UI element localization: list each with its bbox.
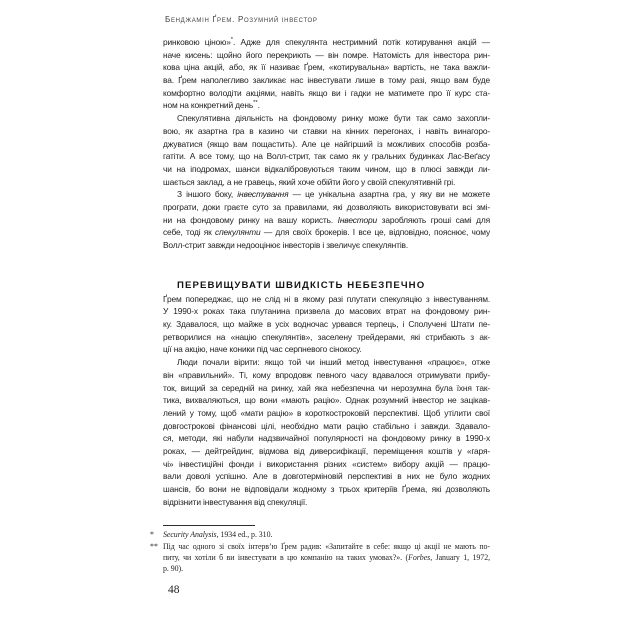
footnote-line: p. 90). [163, 564, 184, 574]
paragraph-line: шається заклад, а не гравець, який хоче обійти його у своїй спекулятивній грі. [163, 176, 456, 187]
paragraph-line: Спекулятивна діяльність на фондовому ринку може бути так само захопли- [177, 113, 490, 124]
paragraph-line: тика, вихваляються, що вони «мають рацію». Однак розумний інвестор не зацікав- [163, 395, 490, 406]
paragraph-line: Волл-стрит завжди недооцінює інвесторів і звеличує спекулянтів. [163, 240, 409, 250]
paragraph-line: Люди почали вірити: якщо той чи інший метод інвестування «працює», отже [177, 357, 490, 368]
paragraph-line: ся, методи, які набули надзвичайної популярності на фондовому ринку в 1990-х [163, 433, 490, 444]
footnote-line: Під час одного зі своїх інтерв’ю Ґрем радив: «Запитайте в себе: якщо ці акції не мають по- [163, 541, 490, 551]
paragraph-line: наче кисень: щойно його перекриють — він помре. Натомість для інвестора рин- [163, 49, 490, 60]
paragraph-line: чи на іподромах, шанси відкалібровуються таким чином, що в плюсі завжди ли- [163, 163, 490, 174]
footnote-separator [163, 525, 255, 526]
paragraph-line: програти, доки граєте суто за правилами, які дозволяють використовувати всі змі- [163, 201, 490, 212]
footnote-line: Security Analysis, 1934 ed., p. 310. [163, 530, 273, 540]
paragraph [163, 188, 490, 251]
paragraph [163, 293, 490, 356]
paragraph-line: ном на конкретний день**. [163, 100, 260, 111]
paragraph-line: Ґрем попереджає, що не слід ні в якому разі плутати спекуляцію з інвестуванням. [163, 293, 490, 304]
page-number: 48 [168, 583, 180, 596]
running-head: Бенджамін Ґрем. Розумний інвестор [165, 15, 318, 24]
paragraph-line: кова ціна акцій, або, як її називає Ґрем, «котирувальна» вартість, не така важли- [163, 62, 490, 73]
paragraph-line: ток, вищий за середній на ринку, хай яка небезпечна чи нерозумна була їхня так- [163, 382, 490, 393]
paragraph-line: ретворилися на «націю спекулянтів», заселену трейдерами, які стрибають з ак- [163, 331, 490, 342]
paragraph-line: відрізнити інвестування від спекуляції. [163, 496, 308, 507]
paragraph-line: вою, як азартна гра в казино чи ставки на кінних перегонах, і навіть винагоро- [163, 125, 490, 136]
paragraph [163, 36, 490, 112]
text-flow [163, 36, 490, 508]
paragraph-line: ції на акцію, наче коники під час серпневого сінокосу. [163, 344, 362, 355]
paragraph-line: лений у тому, щоб «мати рацію» в короткостроковій перспективі. Щоб утілити свої [163, 407, 490, 418]
footnote-marker: * [150, 530, 154, 540]
paragraph-line: ку. Здавалося, що майже в усіх водночас урвався терпець, і Сполучені Штати пе- [163, 319, 490, 330]
section-heading: ПЕРЕВИЩУВАТИ ШВИДКІСТЬ НЕБЕЗПЕЧНО [177, 279, 426, 291]
footnote-line: питу, чи хотіли б ви інвестувати в цю компанію на таких умовах?». (Forbes, January 1, 1972, [163, 552, 490, 562]
footnote-marker: ** [150, 541, 158, 551]
paragraph-line: комфортно володіти акціями, навіть якщо ви і гадки не матимете про її курс ста- [163, 87, 490, 98]
paragraph-line: ва. Ґрем наполегливо закликає нас інвестувати лише в тому разі, якщо вам буде [163, 75, 490, 86]
paragraph-line: себе, тоді як спекулянти — для своїх брокерів. І все це, відповідно, пояснює, чому [163, 227, 490, 238]
paragraph-line: довгострокові фінансові цілі, необхідно мати рацію стабільно і завжди. Здавало- [163, 420, 490, 431]
paragraph-line: гатіти. А все тому, що на Волл-стрит, так само як у гральних будинках Лас-Веґасу [163, 151, 490, 162]
paragraph-line: вали доволі успішно. Але в довготерміновій перспективі в них не було жодних [163, 471, 490, 482]
paragraph [163, 356, 490, 508]
paragraph [163, 112, 490, 188]
paragraph-line: чі» інвестиційні фонди і використання різних «систем» вибору акцій — працю- [163, 458, 490, 469]
footnotes [150, 529, 490, 574]
paragraph-line: він «правильний». Ті, кому впродовж певного часу вдавалося отримувати прибу- [163, 369, 490, 380]
paragraph-line: ни на фондовому ринку на вашу користь. Інвестори заробляють гроші самі для [163, 214, 490, 225]
paragraph-line: З іншого боку, інвестування — це унікальна азартна гра, у яку ви не можете [177, 189, 490, 200]
paragraph-line: У 1990-х роках така плутанина призвела до масових втрат на фондовому рин- [163, 306, 490, 317]
footnote [150, 529, 490, 540]
footnote [150, 541, 490, 575]
paragraph-line: роках, — дейтрейдинг, відмова від диверсифікації, переміщення коштів у «гаря- [163, 445, 490, 456]
paragraph-line: джуватися (якщо вам пощастить). Але це найгірший із можливих способів розба- [163, 138, 490, 149]
paragraph-line: шансів, бо вони не відповідали жодному з трьох критеріїв Ґрема, які дозволяють [163, 484, 490, 494]
paragraph-line: ринковою ціною»*. Адже для спекулянта нестримний потік котирування акцій — [163, 37, 490, 47]
text-column [150, 36, 490, 596]
